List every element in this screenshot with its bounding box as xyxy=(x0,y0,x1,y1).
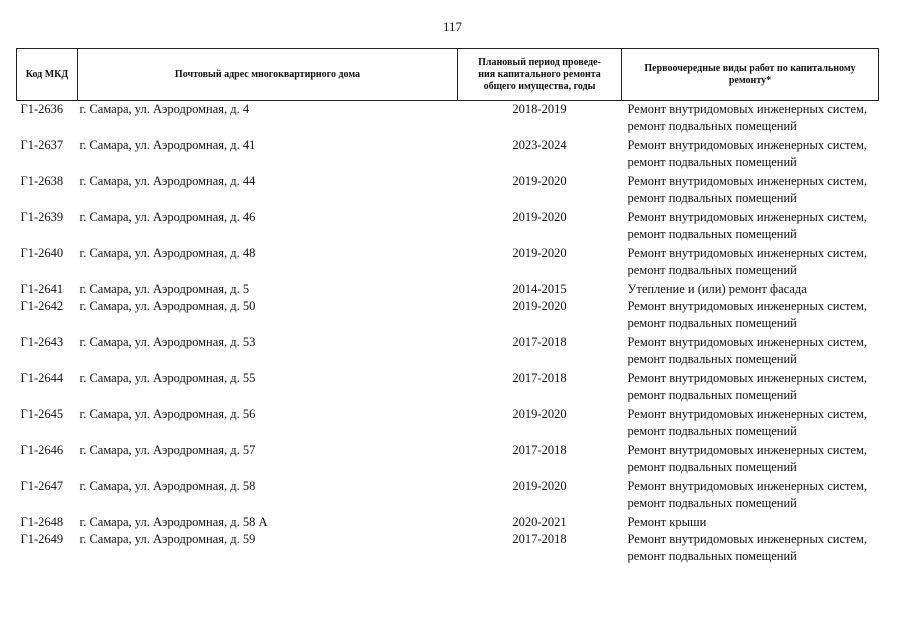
header-address: Почтовый адрес многоквартирного дома xyxy=(78,49,458,101)
cell-works xyxy=(622,101,879,137)
cell-works xyxy=(622,334,879,370)
cell-code: Г1-2645 xyxy=(20,406,64,421)
cell-address: г. Самара, ул. Аэродромная, д. 58 xyxy=(79,478,256,493)
works-line: ремонт подвальных помещений xyxy=(627,154,797,169)
table-row xyxy=(17,478,879,514)
table-row xyxy=(17,209,879,245)
cell-works xyxy=(622,209,879,245)
works-line: ремонт подвальных помещений xyxy=(627,459,797,474)
works-line: Ремонт внутридомовых инженерных систем, xyxy=(627,370,868,385)
cell-works xyxy=(622,406,879,442)
cell-address: г. Самара, ул. Аэродромная, д. 55 xyxy=(79,370,256,385)
cell-works xyxy=(622,281,879,298)
cell-code: Г1-2638 xyxy=(20,173,64,188)
works-line: ремонт подвальных помещений xyxy=(627,190,797,205)
cell-address: г. Самара, ул. Аэродромная, д. 41 xyxy=(79,137,256,152)
cell-code: Г1-2637 xyxy=(20,137,64,152)
works-line: ремонт подвальных помещений xyxy=(627,226,797,241)
cell-works xyxy=(622,173,879,209)
cell-address: г. Самара, ул. Аэродромная, д. 5 xyxy=(79,281,250,296)
capital-repair-table xyxy=(16,48,879,567)
cell-period: 2017-2018 xyxy=(512,531,567,546)
works-line: ремонт подвальных помещений xyxy=(627,315,797,330)
cell-period: 2019-2020 xyxy=(512,173,567,188)
cell-period: 2017-2018 xyxy=(512,334,567,349)
cell-works xyxy=(622,478,879,514)
cell-address: г. Самара, ул. Аэродромная, д. 56 xyxy=(79,406,256,421)
cell-works xyxy=(622,514,879,531)
cell-period: 2019-2020 xyxy=(512,406,567,421)
cell-period: 2019-2020 xyxy=(512,209,567,224)
table-row xyxy=(17,514,879,531)
works-line: Ремонт внутридомовых инженерных систем, xyxy=(627,442,868,457)
cell-code: Г1-2648 xyxy=(20,514,64,529)
works-line: Ремонт внутридомовых инженерных систем, xyxy=(627,298,868,313)
header-period xyxy=(458,49,622,101)
works-line: Ремонт внутридомовых инженерных систем, xyxy=(627,478,868,493)
cell-code: Г1-2643 xyxy=(20,334,64,349)
cell-works xyxy=(622,298,879,334)
cell-works xyxy=(622,245,879,281)
cell-period: 2023-2024 xyxy=(512,137,567,152)
cell-code: Г1-2640 xyxy=(20,245,64,260)
cell-address: г. Самара, ул. Аэродромная, д. 50 xyxy=(79,298,256,313)
table-row xyxy=(17,281,879,298)
table-row xyxy=(17,298,879,334)
cell-code: Г1-2636 xyxy=(20,102,64,116)
header-works-line: Первоочередные виды работ по капитальному xyxy=(644,62,856,74)
cell-works xyxy=(622,370,879,406)
header-period-line: общего имущества, годы xyxy=(483,80,596,92)
works-line: ремонт подвальных помещений xyxy=(627,262,797,277)
cell-period: 2019-2020 xyxy=(512,478,567,493)
cell-period: 2020-2021 xyxy=(512,514,567,529)
works-line: ремонт подвальных помещений xyxy=(627,351,797,366)
table-row xyxy=(17,245,879,281)
cell-period: 2017-2018 xyxy=(512,442,567,457)
table-row xyxy=(17,101,879,137)
table-header xyxy=(17,49,879,101)
works-line: Ремонт внутридомовых инженерных систем, xyxy=(627,102,868,116)
cell-address: г. Самара, ул. Аэродромная, д. 59 xyxy=(79,531,256,546)
cell-address: г. Самара, ул. Аэродромная, д. 57 xyxy=(79,442,256,457)
works-line: Ремонт внутридомовых инженерных систем, xyxy=(627,137,868,152)
works-line: Ремонт внутридомовых инженерных систем, xyxy=(627,245,868,260)
cell-address: г. Самара, ул. Аэродромная, д. 48 xyxy=(79,245,256,260)
cell-works xyxy=(622,137,879,173)
cell-code: Г1-2639 xyxy=(20,209,64,224)
works-line: ремонт подвальных помещений xyxy=(627,119,797,133)
cell-works xyxy=(622,531,879,567)
cell-period: 2019-2020 xyxy=(512,298,567,313)
works-line: Ремонт внутридомовых инженерных систем, xyxy=(627,406,868,421)
works-line: Ремонт внутридомовых инженерных систем, xyxy=(627,209,868,224)
header-period-line: ния капитального ремонта xyxy=(478,68,601,80)
cell-code: Г1-2641 xyxy=(20,281,64,296)
works-line: ремонт подвальных помещений xyxy=(627,548,797,563)
table-row xyxy=(17,370,879,406)
table-row xyxy=(17,442,879,478)
table-row xyxy=(17,137,879,173)
header-works xyxy=(622,49,879,101)
works-line: Ремонт внутридомовых инженерных систем, xyxy=(627,334,868,349)
cell-code: Г1-2647 xyxy=(20,478,64,493)
works-line: ремонт подвальных помещений xyxy=(627,387,797,402)
header-row xyxy=(17,49,879,101)
works-line: Ремонт внутридомовых инженерных систем, xyxy=(627,173,868,188)
cell-address: г. Самара, ул. Аэродромная, д. 53 xyxy=(79,334,256,349)
cell-works xyxy=(622,442,879,478)
cell-code: Г1-2646 xyxy=(20,442,64,457)
table-row xyxy=(17,531,879,567)
table-body xyxy=(17,101,879,567)
works-line: ремонт подвальных помещений xyxy=(627,495,797,510)
cell-period: 2018-2019 xyxy=(512,102,567,116)
table-row xyxy=(17,334,879,370)
cell-code: Г1-2642 xyxy=(20,298,64,313)
works-line: Ремонт крыши xyxy=(627,514,707,529)
works-line: ремонт подвальных помещений xyxy=(627,423,797,438)
table-row xyxy=(17,173,879,209)
page-number: 117 xyxy=(442,19,463,34)
header-code: Код МКД xyxy=(17,49,78,101)
cell-address: г. Самара, ул. Аэродромная, д. 46 xyxy=(79,209,256,224)
cell-period: 2014-2015 xyxy=(512,281,567,296)
cell-code: Г1-2649 xyxy=(20,531,64,546)
works-line: Утепление и (или) ремонт фасада xyxy=(627,281,807,296)
cell-address: г. Самара, ул. Аэродромная, д. 58 А xyxy=(79,514,268,529)
works-line: Ремонт внутридомовых инженерных систем, xyxy=(627,531,868,546)
header-works-line: ремонту* xyxy=(728,74,772,86)
header-period-line: Плановый период проведе- xyxy=(478,56,601,68)
cell-code: Г1-2644 xyxy=(20,370,64,385)
cell-period: 2019-2020 xyxy=(512,245,567,260)
cell-address: г. Самара, ул. Аэродромная, д. 44 xyxy=(79,173,256,188)
table-row xyxy=(17,406,879,442)
cell-period: 2017-2018 xyxy=(512,370,567,385)
cell-address: г. Самара, ул. Аэродромная, д. 4 xyxy=(79,102,250,116)
